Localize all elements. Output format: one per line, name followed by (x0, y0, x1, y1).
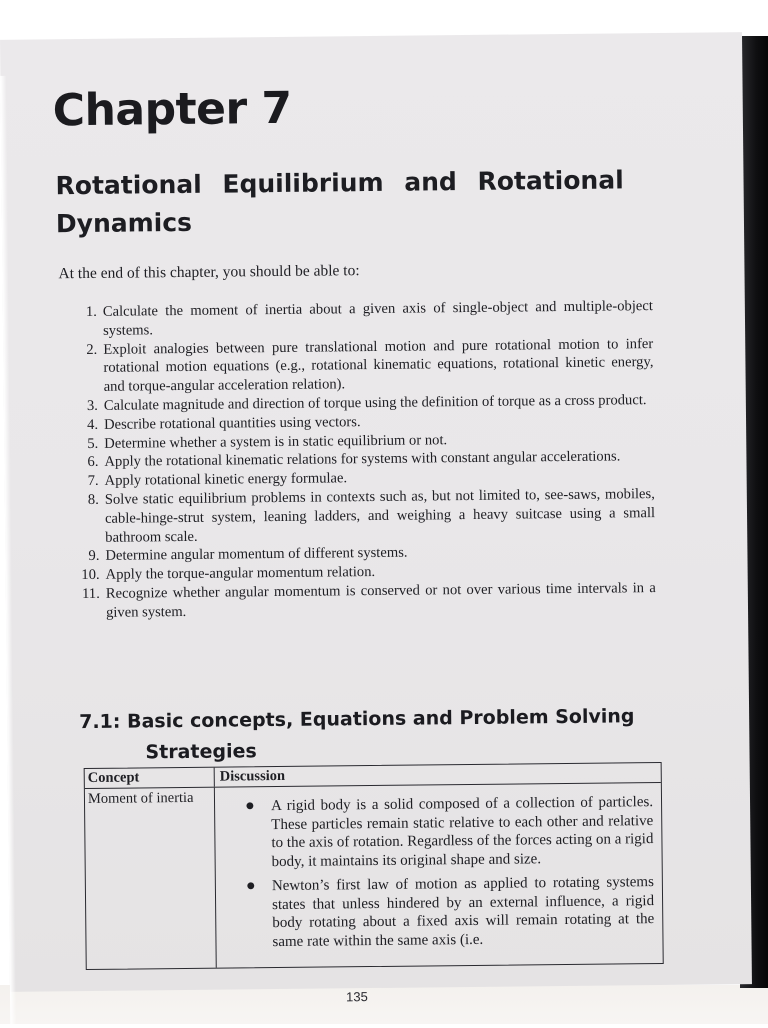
section-heading (79, 701, 670, 769)
discussion-bullet (245, 793, 654, 871)
objective-item (73, 335, 654, 397)
objective-number: 9. (88, 548, 100, 565)
book-page (0, 32, 752, 1005)
objective-number: 5. (87, 435, 99, 452)
objective-text: Recognize whether angular momentum is conserved or not over various time intervals in a given system. (105, 580, 656, 621)
background-strip (0, 985, 768, 1024)
objective-item (76, 579, 656, 623)
table-header-discussion: Discussion (219, 767, 286, 785)
objective-text: Determine angular momentum of different systems. (105, 545, 408, 565)
bullet-text: Newton’s first law of motion as applied to rotating systems states that unless hindered by an external influence, a rigid body rotating about a fixed axis will remain rotating at the same rate within the same axis (i.e. (271, 874, 655, 950)
bullet-text: A rigid body is a solid composed of a collection of particles. These particles remain static relative to each other and relative to the axis of rotation. Regardless of the forces acting on a rigid body, it maintains its original shape and size. (270, 794, 654, 870)
objective-text: Apply the torque-angular momentum relation. (105, 564, 376, 583)
objective-text: Apply rotational kinetic energy formulae. (104, 470, 348, 489)
objective-number: 3. (86, 397, 98, 414)
objective-number: 6. (87, 454, 99, 471)
objective-text: Describe rotational quantities using vectors. (103, 413, 361, 433)
section-heading-line1: 7.1: Basic concepts, Equations and Problem Solving (79, 705, 635, 734)
objective-number: 2. (86, 341, 98, 358)
table-cell-concept: Moment of inertia (85, 788, 217, 969)
objective-number: 4. (87, 416, 99, 433)
chapter-subtitle: Rotational Equilibrium and Rotational Dynamics (55, 165, 624, 239)
objective-text: Exploit analogies between pure translational motion and pure rotational motion to infer rotational motion equations (e.g., rotational kinematic equations, rotational kinetic energy, and torque-angular acceleration relation). (103, 335, 654, 396)
section-heading-line2: Strategies (145, 740, 257, 764)
intro-text: At the end of this chapter, you should be able to: (58, 262, 360, 283)
objective-number: 1. (85, 303, 97, 320)
page-edge (0, 76, 16, 1028)
objectives-list (73, 297, 656, 623)
objective-text: Calculate magnitude and direction of torque using the definition of torque as a cross product. (103, 392, 647, 414)
bullet-icon: ● (244, 797, 255, 815)
objective-number: 11. (82, 585, 100, 603)
objective-number: 10. (81, 567, 100, 584)
table-header-concept: Concept (85, 768, 215, 788)
table-cell-discussion (215, 783, 663, 968)
objective-item (73, 297, 653, 341)
concept-table (84, 762, 664, 970)
objective-number: 7. (87, 473, 99, 490)
discussion-bullets (245, 793, 655, 951)
page-number: 135 (345, 989, 368, 1005)
objective-text: Apply the rotational kinematic relations for systems with constant angular accelerations. (104, 448, 621, 471)
objective-number: 8. (87, 491, 99, 508)
objective-text: Solve static equilibrium problems in contexts such as, but not limited to, see-saws, mobiles, cable-hinge-strut system, leaning ladders, and weighing a heavy suitcase using a small bathroom scale. (104, 486, 656, 546)
objective-text: Calculate the moment of inertia about a given axis of single-object and multiple-object systems. (102, 298, 653, 339)
discussion-bullet (246, 873, 655, 951)
table-row (85, 783, 663, 969)
objective-item (75, 485, 656, 547)
chapter-title: Chapter 7 (52, 82, 292, 137)
objective-text: Determine whether a system is in static equilibrium or not. (104, 431, 448, 452)
bullet-icon: ● (245, 877, 256, 895)
